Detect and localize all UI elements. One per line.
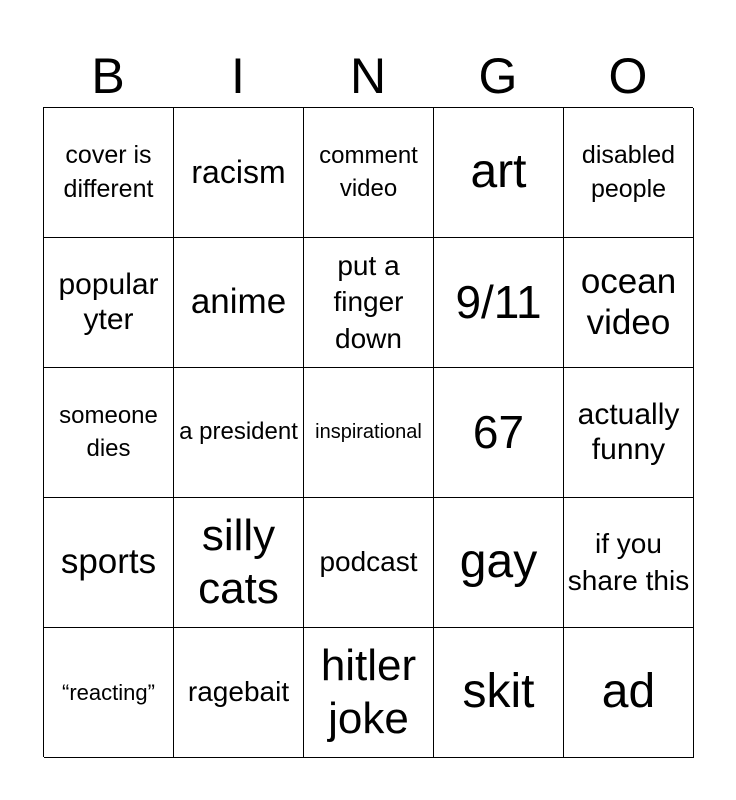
bingo-cell-r1c5[interactable] bbox=[564, 108, 694, 238]
header-letter-o: O bbox=[608, 48, 648, 104]
bingo-cell-r3c3[interactable] bbox=[304, 368, 434, 498]
cell-label: disabled people bbox=[581, 140, 676, 203]
cell-label: someone dies bbox=[59, 402, 158, 462]
bingo-cell-r3c4[interactable] bbox=[434, 368, 564, 498]
bingo-cell-r4c2[interactable] bbox=[174, 498, 304, 628]
header-letter-n: N bbox=[349, 48, 387, 104]
cell-label: 9/11 bbox=[455, 276, 542, 329]
bingo-cell-r2c5[interactable] bbox=[564, 238, 694, 368]
cell-label: silly cats bbox=[198, 510, 279, 613]
bingo-grid bbox=[43, 107, 693, 757]
cell-label: hitler joke bbox=[320, 640, 417, 743]
bingo-cell-r4c5[interactable] bbox=[564, 498, 694, 628]
bingo-cell-r5c3[interactable] bbox=[304, 628, 434, 758]
bingo-header bbox=[43, 46, 693, 106]
cell-label: art bbox=[470, 145, 527, 199]
bingo-cell-r3c2[interactable] bbox=[174, 368, 304, 498]
bingo-cell-r4c4[interactable] bbox=[434, 498, 564, 628]
cell-label: gay bbox=[459, 535, 538, 589]
cell-label: if you share this bbox=[567, 528, 690, 596]
bingo-cell-r2c1[interactable] bbox=[44, 238, 174, 368]
bingo-cell-r1c1[interactable] bbox=[44, 108, 174, 238]
bingo-cell-r1c4[interactable] bbox=[434, 108, 564, 238]
bingo-cell-r4c3[interactable] bbox=[304, 498, 434, 628]
cell-label: popular yter bbox=[58, 268, 159, 336]
cell-label: cover is different bbox=[63, 140, 154, 203]
cell-label: anime bbox=[190, 282, 287, 322]
bingo-cell-r1c3[interactable] bbox=[304, 108, 434, 238]
cell-label: ad bbox=[601, 665, 656, 719]
header-letter-g: G bbox=[478, 48, 518, 104]
bingo-cell-r5c4[interactable] bbox=[434, 628, 564, 758]
cell-label: ocean video bbox=[580, 262, 677, 342]
bingo-cell-r2c2[interactable] bbox=[174, 238, 304, 368]
bingo-cell-r5c1[interactable] bbox=[44, 628, 174, 758]
cell-label: ragebait bbox=[187, 676, 290, 708]
cell-label: a president bbox=[179, 418, 298, 446]
bingo-cell-r3c5[interactable] bbox=[564, 368, 694, 498]
cell-label: skit bbox=[462, 665, 535, 719]
bingo-cell-r2c3[interactable] bbox=[304, 238, 434, 368]
cell-label: 67 bbox=[472, 406, 525, 459]
cell-label: “reacting” bbox=[62, 679, 155, 705]
bingo-cell-r3c1[interactable] bbox=[44, 368, 174, 498]
bingo-cell-r5c2[interactable] bbox=[174, 628, 304, 758]
bingo-cell-r5c5[interactable] bbox=[564, 628, 694, 758]
cell-label: put a finger down bbox=[333, 249, 404, 354]
header-letter-i: I bbox=[231, 48, 245, 104]
header-letter-b: B bbox=[91, 48, 125, 104]
cell-label: sports bbox=[60, 542, 157, 582]
bingo-cell-r1c2[interactable] bbox=[174, 108, 304, 238]
cell-label: podcast bbox=[319, 546, 418, 578]
cell-label: inspirational bbox=[315, 421, 422, 443]
bingo-cell-r2c4[interactable] bbox=[434, 238, 564, 368]
bingo-cell-r4c1[interactable] bbox=[44, 498, 174, 628]
cell-label: actually funny bbox=[577, 398, 680, 466]
cell-label: racism bbox=[191, 154, 286, 191]
cell-label: comment video bbox=[319, 142, 418, 202]
